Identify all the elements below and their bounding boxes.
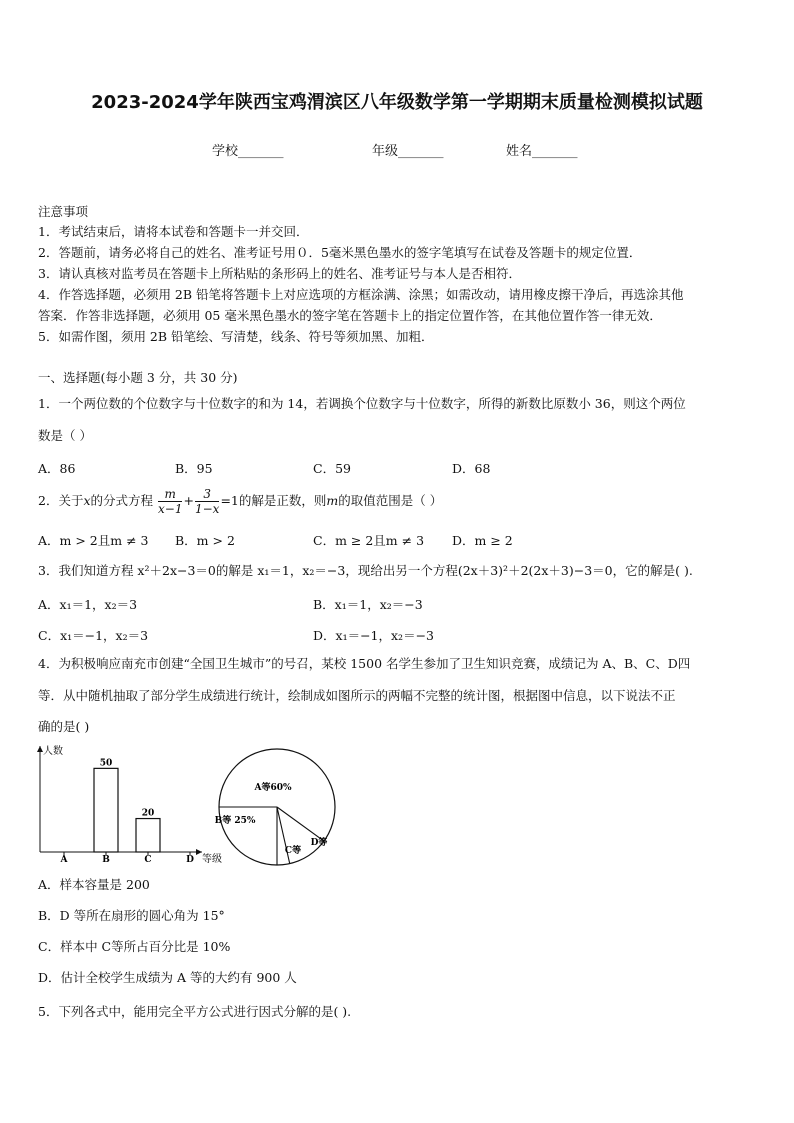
q2-text-pre: 2．关于: [38, 493, 84, 508]
question-4-stem-cont: 等．从中随机抽取了部分学生成绩进行统计，绘制成如图所示的两幅不完整的统计图，根据图中信息，以下说法不正: [38, 688, 676, 703]
q1-option-a: A．86: [38, 461, 76, 476]
bar-chart-value-label: 20: [141, 808, 155, 819]
q2-plus: +: [183, 493, 194, 508]
question-4-stem: 4．为积极响应南充市创建“全国卫生城市”的号召，某校 1500 名学生参加了卫生知识竞赛，成绩记为 A、B、C、D四: [38, 656, 691, 671]
q2-var-x: x: [83, 493, 91, 508]
q1-option-b: B．95: [175, 461, 213, 476]
pie-chart: [215, 745, 340, 870]
notice-item: 5．如需作图，须用 2B 铅笔绘、写清楚，线条、符号等须加黑、加粗．: [38, 329, 434, 344]
q2-option-a: A．m > 2且m ≠ 3: [38, 533, 149, 548]
q2-equals: =1: [220, 493, 239, 508]
question-1-stem: 1．一个两位数的个位数字与十位数字的和为 14，若调换个位数字与十位数字，所得的新数比原数小 36，则这个两位: [38, 396, 686, 411]
section-heading: 一、选择题(每小题 3 分，共 30 分): [38, 370, 238, 385]
notice-item: 4．作答选择题，必须用 2B 铅笔将答题卡上对应选项的方框涂满、涂黑；如需改动，请用橡皮擦干净后，再选涂其他: [38, 287, 684, 302]
bar-chart-axes: [37, 746, 202, 855]
question-3-stem: 3．我们知道方程 x²＋2x−3＝0的解是 x₁＝1，x₂＝−3，现给出另一个方程(2x＋3)²＋2(2x＋3)−3＝0，它的解是( ).: [38, 563, 693, 578]
question-4-stem-cont: 确的是( ): [38, 719, 90, 734]
bar-chart-bar: [94, 768, 118, 852]
q2-text-post1: 的解是正数，则: [238, 493, 327, 508]
pie-chart-slice-label: C等: [284, 846, 302, 856]
bar-chart-bars: [60, 758, 195, 865]
name-field: 姓名_______: [506, 144, 578, 159]
q2-fraction-1-num: m: [158, 487, 182, 502]
question-1-stem-cont: 数是（ ）: [38, 428, 92, 443]
exam-title: 2023-2024学年陕西宝鸡渭滨区八年级数学第一学期期末质量检测模拟试题: [91, 92, 703, 113]
q2-option-d: D．m ≥ 2: [452, 533, 513, 548]
bar-chart-ylabel: 人数: [43, 746, 63, 757]
q2-text-mid: 的分式方程: [90, 493, 154, 508]
notice-item: 2．答题前，请务必将自己的姓名、准考证号用０．5毫米黑色墨水的签字笔填写在试卷及答题卡的规定位置．: [38, 245, 642, 260]
q3-option-b: B．x₁＝1，x₂＝−3: [313, 597, 423, 612]
q2-option-b: B．m > 2: [175, 533, 235, 548]
bar-chart-bar: [136, 819, 160, 852]
bar-chart: [30, 740, 230, 868]
pie-chart-slice-label: D等: [310, 838, 328, 848]
q4-option-b: B．D 等所在扇形的圆心角为 15°: [38, 908, 225, 923]
notice-heading: 注意事项: [38, 204, 89, 219]
bar-chart-category-label: D: [186, 855, 194, 865]
q4-option-d: D．估计全校学生成绩为 A 等的大约有 900 人: [38, 970, 297, 985]
q4-option-a: A．样本容量是 200: [38, 877, 150, 892]
bar-chart-xlabel: 等级: [202, 854, 222, 865]
q1-option-d: D．68: [452, 461, 491, 476]
q2-fraction-2-num: 3: [195, 487, 219, 502]
bar-chart-category-label: C: [144, 855, 152, 865]
school-field: 学校_______: [212, 144, 284, 159]
notice-item: 3．请认真核对监考员在答题卡上所粘贴的条形码上的姓名、准考证号与本人是否相符．: [38, 266, 521, 281]
question-2-stem: [38, 483, 442, 519]
bar-chart-value-label: 50: [99, 758, 113, 769]
q4-option-c: C．样本中 C等所占百分比是 10%: [38, 939, 231, 954]
grade-field: 年级_______: [372, 144, 444, 159]
pie-chart-slice-label: B等 25%: [215, 816, 256, 826]
q3-option-d: D．x₁＝−1，x₂＝−3: [313, 628, 434, 643]
q2-text-post2: 的取值范围是（ ）: [338, 493, 443, 508]
bar-chart-category-label: B: [102, 855, 110, 865]
q2-fraction-2: [195, 487, 219, 516]
q2-option-c: C．m ≥ 2且m ≠ 3: [313, 533, 425, 548]
q3-option-c: C．x₁＝−1，x₂＝3: [38, 628, 149, 643]
q1-option-c: C．59: [313, 461, 351, 476]
q2-fraction-1: [158, 487, 182, 516]
notice-item: 1．考试结束后，请将本试卷和答题卡一并交回．: [38, 224, 309, 239]
question-5-stem: 5．下列各式中，能用完全平方公式进行因式分解的是( ).: [38, 1004, 352, 1019]
pie-chart-slice-label: A等60%: [254, 783, 292, 793]
bar-chart-category-label: A: [60, 855, 68, 865]
q2-fraction-1-den: x−1: [158, 502, 183, 516]
pie-chart-slices: [215, 749, 335, 865]
q2-var-m: m: [326, 493, 339, 508]
notice-item: 答案．作答非选择题，必须用 05 毫米黑色墨水的签字笔在答题卡上的指定位置作答，在其他位置作答一律无效．: [38, 308, 662, 323]
q3-option-a: A．x₁＝1，x₂＝3: [38, 597, 138, 612]
q2-fraction-2-den: 1−x: [194, 502, 220, 516]
